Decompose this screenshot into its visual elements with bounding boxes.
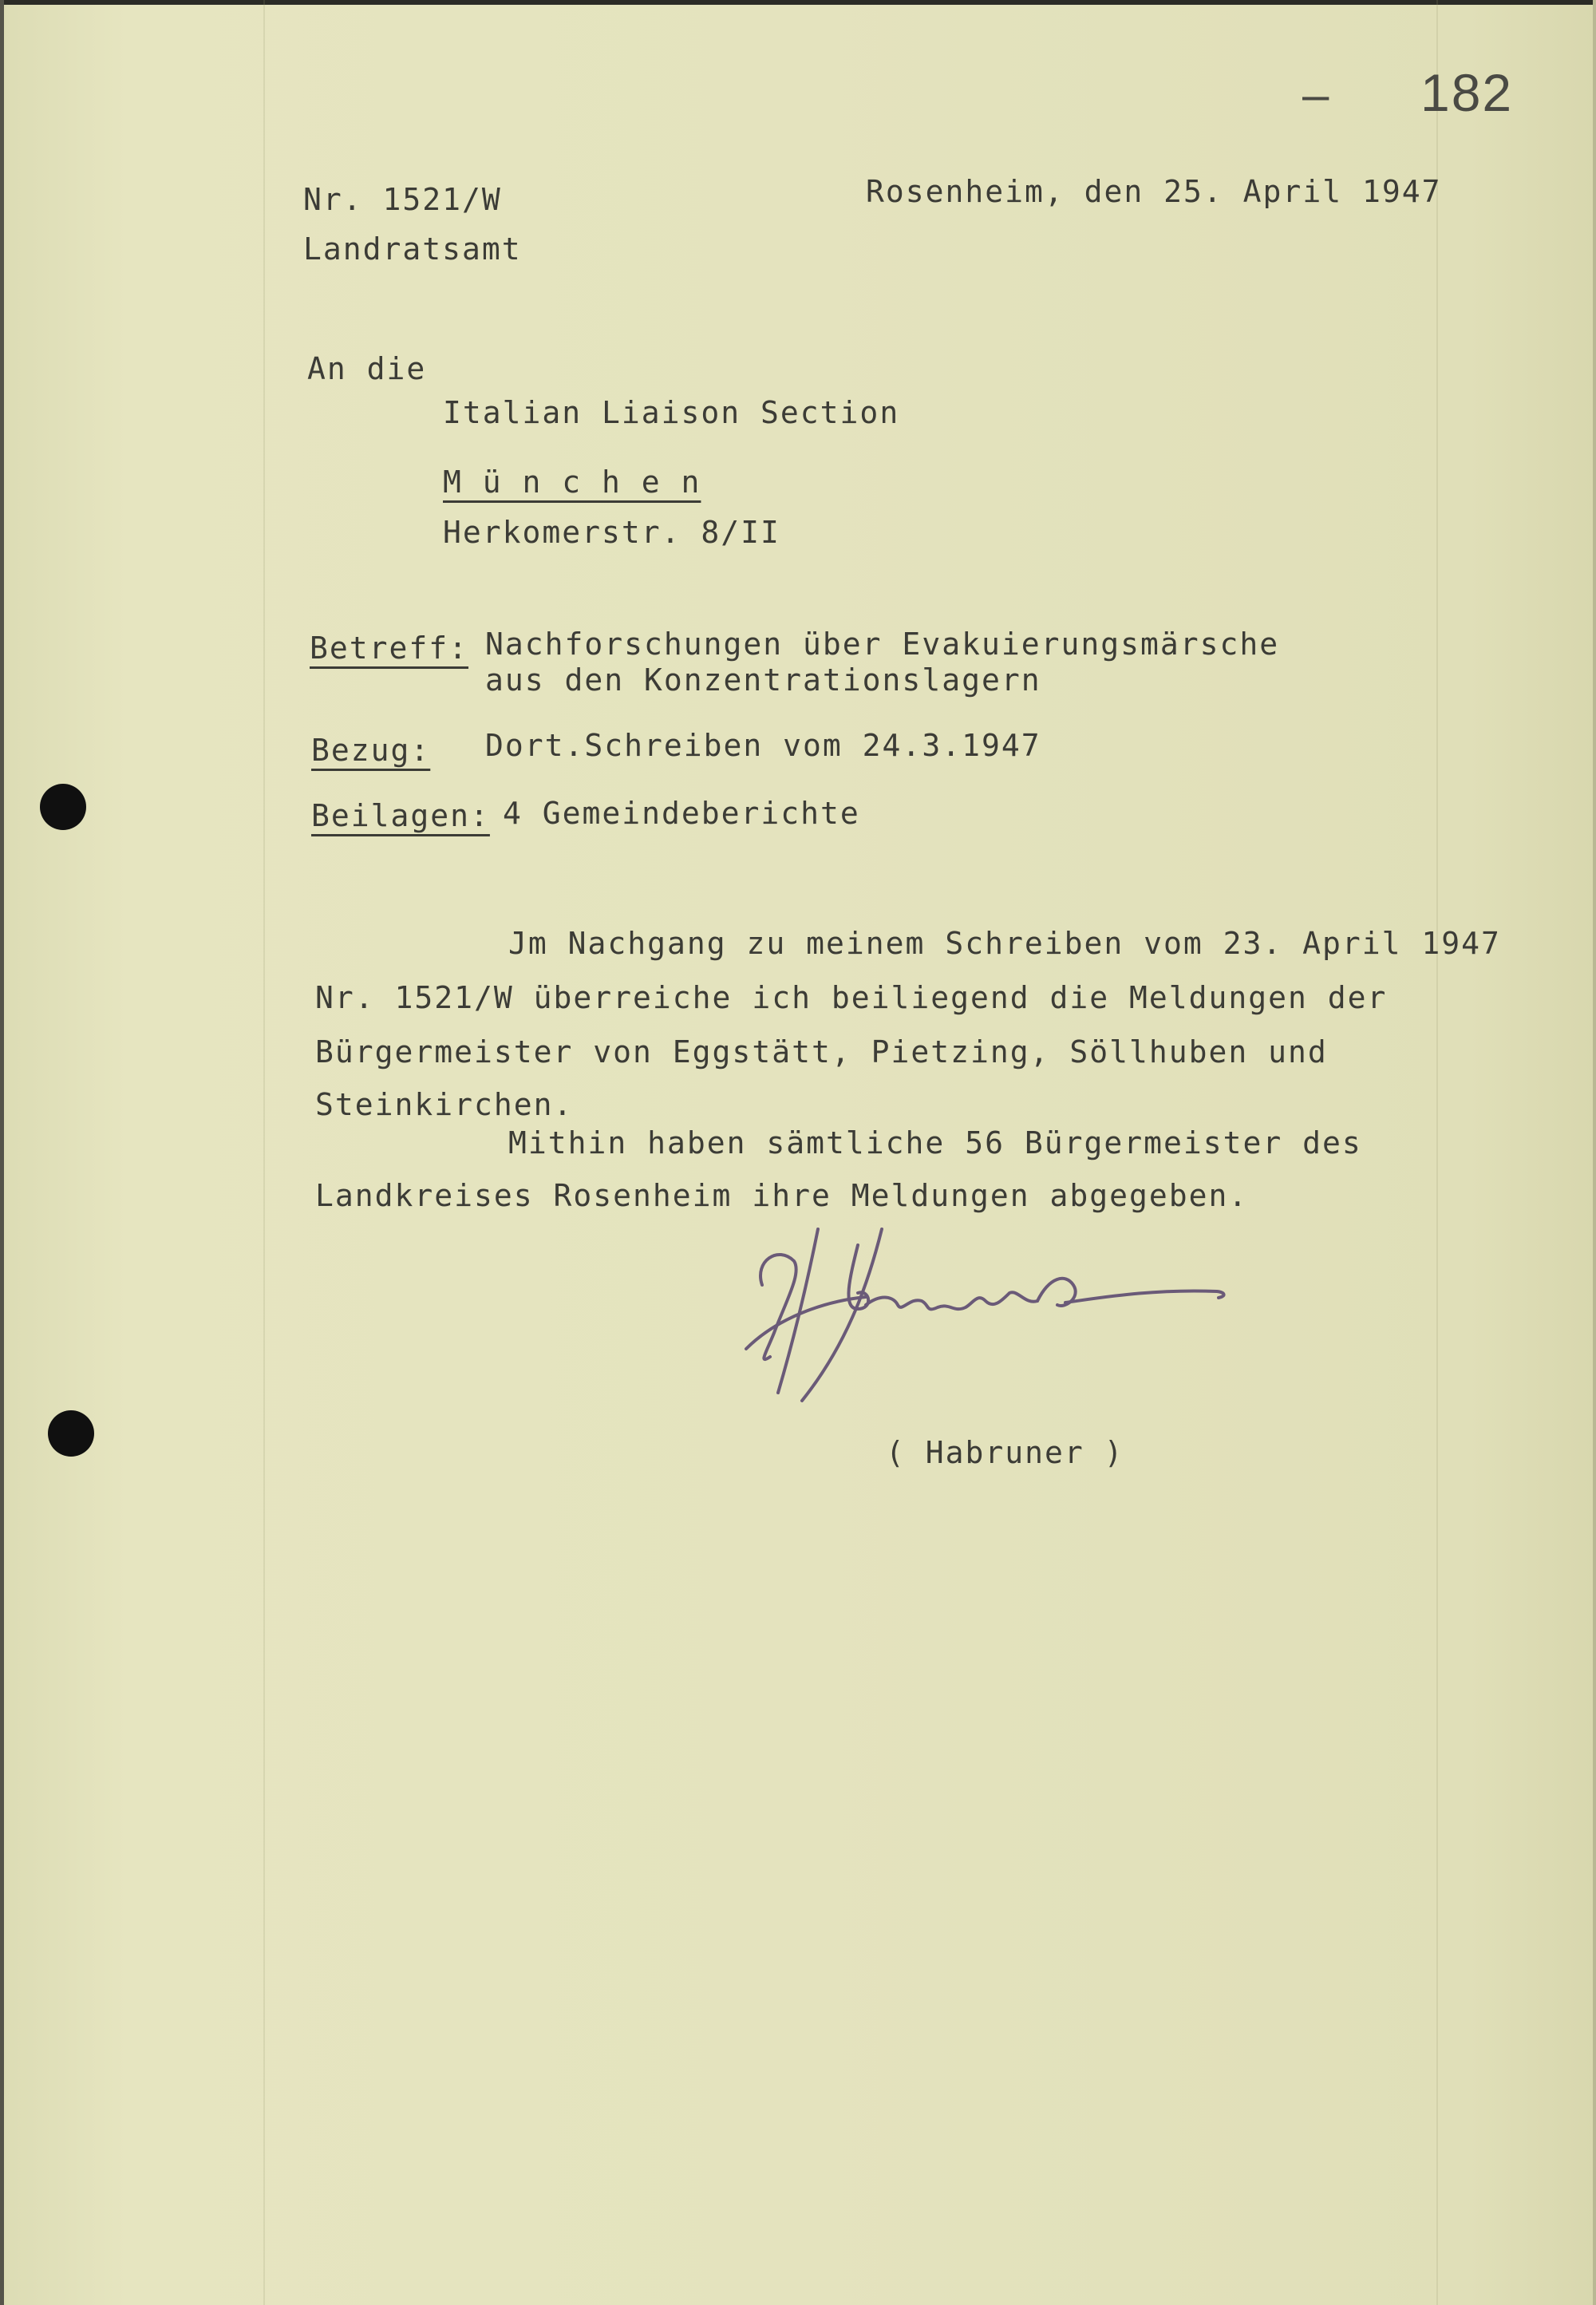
- punch-hole: [48, 1410, 94, 1457]
- punch-hole: [40, 784, 86, 830]
- page-number-dash: –: [1302, 68, 1329, 121]
- paper-fold-line: [1436, 0, 1438, 2305]
- body-line: Jm Nachgang zu meinem Schreiben vom 23. April 1947: [508, 926, 1501, 961]
- place-and-date: Rosenheim, den 25. April 1947: [866, 174, 1442, 209]
- body-line: Steinkirchen.: [315, 1087, 574, 1122]
- body-line: Mithin haben sämtliche 56 Bürgermeister des: [508, 1125, 1362, 1160]
- body-line: Landkreises Rosenheim ihre Meldungen abgegeben.: [315, 1178, 1249, 1213]
- page-number: 182: [1420, 63, 1514, 122]
- body-line: Bürgermeister von Eggstätt, Pietzing, Söllhuben und: [315, 1034, 1328, 1069]
- handwritten-signature: [730, 1213, 1241, 1405]
- recipient-city: M ü n c h e n: [443, 465, 701, 500]
- recipient-salutation: An die: [307, 351, 427, 386]
- reference-text: Dort.Schreiben vom 24.3.1947: [485, 728, 1041, 763]
- enclosures-label: Beilagen:: [311, 798, 490, 833]
- subject-line-1: Nachforschungen über Evakuierungsmärsche: [485, 627, 1280, 662]
- recipient-name: Italian Liaison Section: [443, 395, 900, 430]
- recipient-street: Herkomerstr. 8/II: [443, 515, 780, 550]
- right-edge: [1593, 0, 1596, 2305]
- subject-label: Betreff:: [310, 631, 469, 666]
- top-edge-shadow: [0, 0, 1596, 5]
- issuing-office: Landratsamt: [303, 231, 522, 267]
- reference-label: Bezug:: [311, 733, 431, 768]
- reference-number: Nr. 1521/W: [303, 182, 502, 217]
- left-edge-shadow: [0, 0, 4, 2305]
- enclosures-text: 4 Gemeindeberichte: [503, 796, 860, 831]
- typed-signature-name: ( Habruner ): [886, 1435, 1124, 1470]
- body-line: Nr. 1521/W überreiche ich beiliegend die Meldungen der: [315, 980, 1388, 1015]
- paper-fold-line: [263, 0, 265, 2305]
- subject-line-2: aus den Konzentrationslagern: [485, 662, 1041, 698]
